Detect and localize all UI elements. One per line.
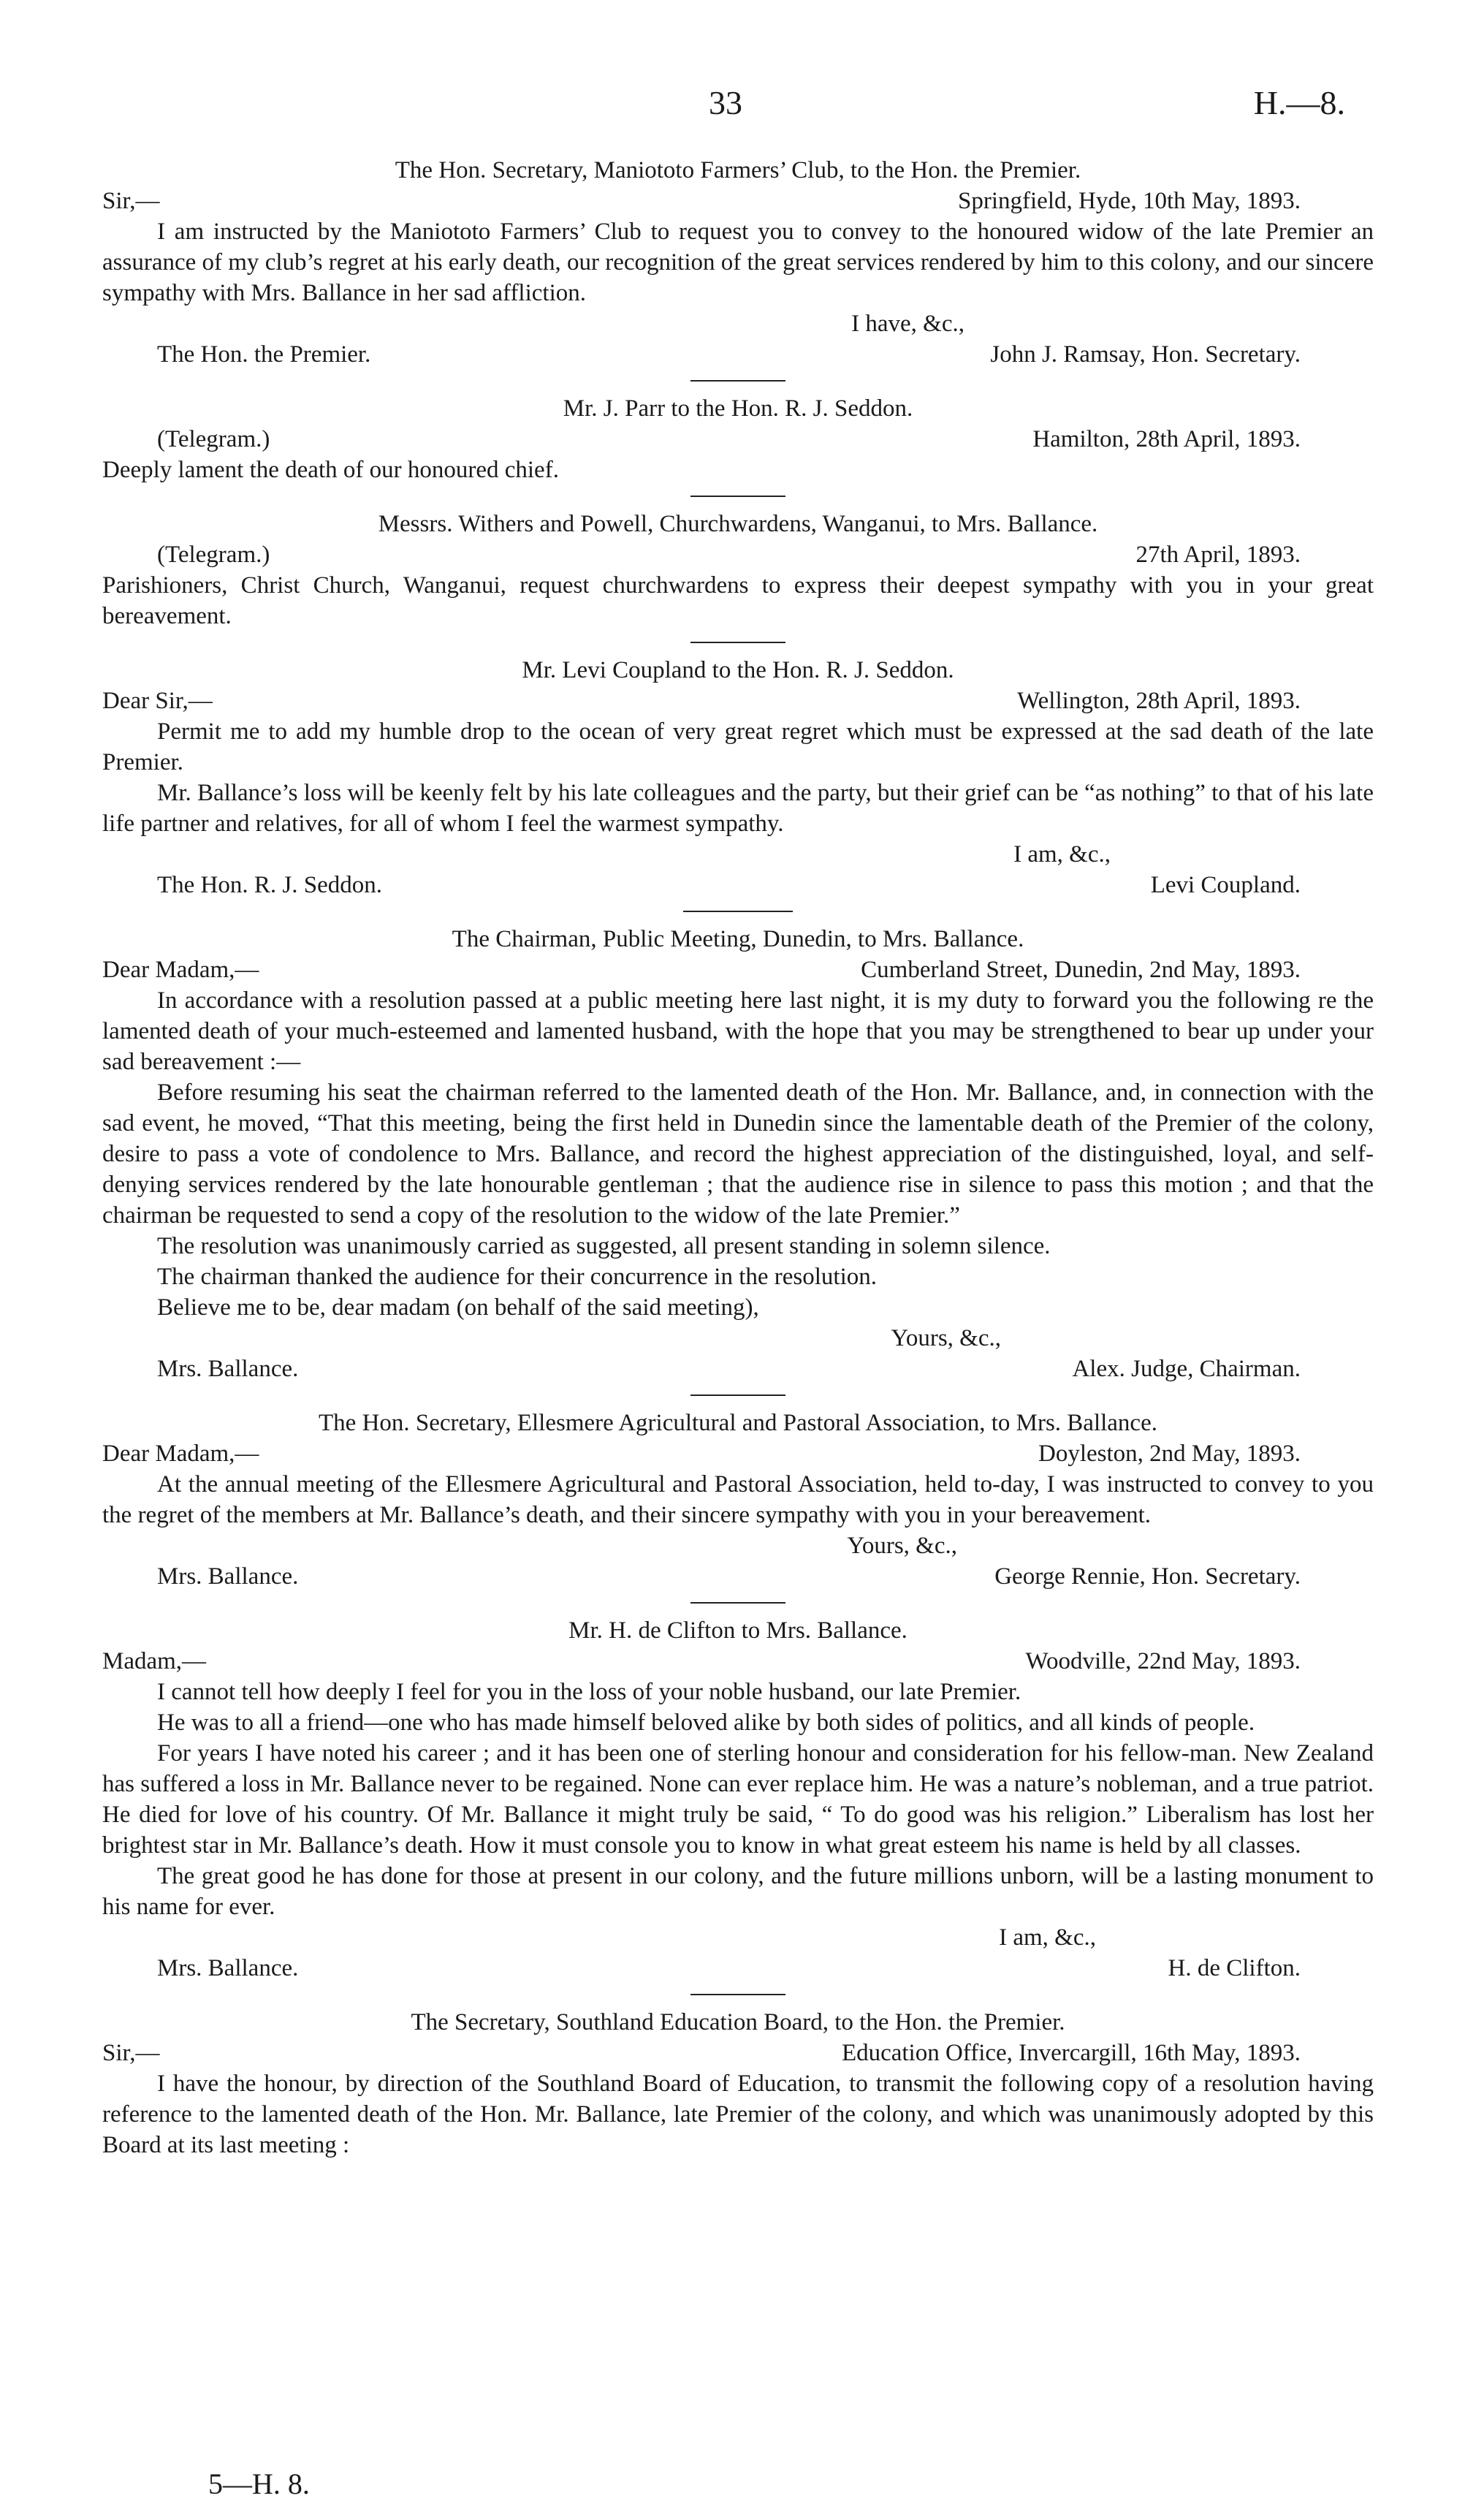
salutation: Dear Sir,— (102, 688, 213, 714)
address-date: Doyleston, 2nd May, 1893. (1038, 1441, 1301, 1467)
signature: George Rennie, Hon. Secretary. (994, 1563, 1301, 1590)
signature: H. de Clifton. (1168, 1955, 1301, 1981)
salutation: Sir,— (102, 188, 160, 214)
separator-rule (690, 1394, 785, 1396)
separator-rule (690, 1994, 785, 1995)
telegram-label: (Telegram.) (157, 542, 270, 568)
separator-rule (690, 496, 785, 497)
telegram-label: (Telegram.) (157, 426, 270, 452)
closing: I am, &c., (999, 1924, 1096, 1951)
letter-paragraph: Before resuming his seat the chairman referred to the lamented death of the Hon. Mr. Ballance, and, in connection with the sad event, he moved, “That this meeting, being the first held in Dunedin since the lamentable death of the Premier of the colony, desire to pass a vote of condolence to Mrs. Ballance, and record the highest appreciation of the distinguished, loyal, and self-denying services rendered by the late honourable gentleman ; that the audience rise in silence to pass this motion ; and that the chairman be requested to send a copy of the resolution to the widow of the late Premier.” (102, 1079, 1374, 1229)
letter-maniototo (102, 155, 1374, 370)
letter-withers-powell (102, 509, 1374, 631)
closing: I am, &c., (1013, 841, 1111, 868)
recipient: The Hon. the Premier. (157, 341, 371, 368)
signature-mark: 5—H. 8. (208, 2467, 310, 2500)
address-date: 27th April, 1893. (1135, 542, 1301, 568)
letter-title: The Hon. Secretary, Ellesmere Agricultural and Pastoral Association, to Mrs. Ballance. (319, 1410, 1157, 1436)
closing: I have, &c., (851, 311, 964, 337)
letter-body: I am instructed by the Maniototo Farmers’ Club to request you to convey to the honoured widow of the late Premier an assurance of my club’s regret at his early death, our recognition of the great services rendered by him to this colony, and our sincere sympathy with Mrs. Ballance in her sad affliction. (102, 219, 1374, 306)
letter-paragraph: In accordance with a resolution passed at a public meeting here last night, it is my duty to forward you the following re the lamented death of your much-esteemed and lamented husband, with the hope that you may be strengthened to bear up under your sad bereavement :— (102, 987, 1374, 1075)
letter-title: Messrs. Withers and Powell, Churchwardens, Wanganui, to Mrs. Ballance. (378, 511, 1098, 537)
recipient: Mrs. Ballance. (157, 1356, 299, 1382)
letter-paragraph: Mr. Ballance’s loss will be keenly felt by his late colleagues and the party, but their grief can be “as nothing” to that of his late life partner and relatives, for all of whom I feel the warmest sympathy. (102, 780, 1374, 837)
closing: Yours, &c., (847, 1533, 957, 1559)
salutation: Madam,— (102, 1648, 207, 1674)
salutation: Dear Madam,— (102, 957, 259, 983)
separator-rule (683, 911, 793, 912)
letter-body: At the annual meeting of the Ellesmere Agricultural and Pastoral Association, held to-day, I was instructed to convey to you the regret of the members at Mr. Ballance’s death, and their sincere sympathy with you in your bereavement. (102, 1471, 1374, 1528)
page-header (0, 84, 1484, 132)
address-date: Hamilton, 28th April, 1893. (1032, 426, 1301, 452)
letter-parr (102, 393, 1374, 485)
letter-paragraph: I cannot tell how deeply I feel for you in the loss of your noble husband, our late Premier. (157, 1679, 1021, 1705)
address-date: Wellington, 28th April, 1893. (1017, 688, 1301, 714)
letter-body: Deeply lament the death of our honoured chief. (102, 457, 559, 483)
separator-rule (690, 380, 785, 382)
recipient: The Hon. R. J. Seddon. (157, 872, 382, 898)
separator-rule (690, 642, 785, 643)
recipient: Mrs. Ballance. (157, 1955, 299, 1981)
closing: Yours, &c., (891, 1325, 1001, 1351)
letter-southland-board (102, 2007, 1374, 2160)
letter-title: Mr. H. de Clifton to Mrs. Ballance. (568, 1617, 907, 1644)
page-code: H.—8. (1253, 84, 1345, 121)
letter-ellesmere (102, 1408, 1374, 1592)
letter-body: I have the honour, by direction of the Southland Board of Education, to transmit the following copy of a resolution having reference to the lamented death of the Hon. Mr. Ballance, late Premier of the colony, and which was unanimously adopted by this Board at its last meeting : (102, 2071, 1374, 2158)
letter-de-clifton (102, 1615, 1374, 1984)
letter-paragraph: The chairman thanked the audience for their concurrence in the resolution. (157, 1264, 877, 1290)
address-date: Cumberland Street, Dunedin, 2nd May, 1893. (861, 957, 1301, 983)
letter-body: Parishioners, Christ Church, Wanganui, request churchwardens to express their deepest sympathy with you in your great bereavement. (102, 572, 1374, 629)
letter-paragraph: The resolution was unanimously carried as suggested, all present standing in solemn silence. (157, 1233, 1051, 1259)
salutation: Sir,— (102, 2040, 160, 2066)
letter-dunedin-meeting (102, 924, 1374, 1384)
address-date: Education Office, Invercargill, 16th May, 1893. (841, 2040, 1301, 2066)
page-number: 33 (709, 84, 742, 121)
address-date: Woodville, 22nd May, 1893. (1025, 1648, 1301, 1674)
letter-title: The Hon. Secretary, Maniototo Farmers’ Club, to the Hon. the Premier. (395, 157, 1081, 183)
letter-paragraph: Believe me to be, dear madam (on behalf of the said meeting), (157, 1294, 759, 1321)
letter-paragraph: Permit me to add my humble drop to the ocean of very great regret which must be expressed at the sad death of the late Premier. (102, 718, 1374, 775)
letter-coupland (102, 655, 1374, 900)
letter-paragraph: The great good he has done for those at present in our colony, and the future millions unborn, will be a lasting monument to his name for ever. (102, 1863, 1374, 1920)
signature: Alex. Judge, Chairman. (1072, 1356, 1301, 1382)
recipient: Mrs. Ballance. (157, 1563, 299, 1590)
salutation: Dear Madam,— (102, 1441, 259, 1467)
separator-rule (690, 1602, 785, 1604)
page-body (102, 155, 1374, 2160)
address-date: Springfield, Hyde, 10th May, 1893. (958, 188, 1301, 214)
signature: John J. Ramsay, Hon. Secretary. (990, 341, 1301, 368)
letter-title: The Secretary, Southland Education Board, to the Hon. the Premier. (411, 2009, 1065, 2035)
letter-title: The Chairman, Public Meeting, Dunedin, to Mrs. Ballance. (452, 926, 1024, 952)
letter-paragraph: For years I have noted his career ; and it has been one of sterling honour and consideration for his fellow-man. New Zealand has suffered a loss in Mr. Ballance never to be regained. None can ever replace him. He was a nature’s nobleman, and a true patriot. He died for love of his country. Of Mr. Ballance it might truly be said, “ To do good was his religion.” Liberalism has lost her brightest star in Mr. Ballance’s death. How it must console you to know in what great esteem his name is held by all classes. (102, 1740, 1374, 1859)
signature: Levi Coupland. (1150, 872, 1301, 898)
letter-title: Mr. J. Parr to the Hon. R. J. Seddon. (563, 395, 913, 422)
letter-paragraph: He was to all a friend—one who has made himself beloved alike by both sides of politics, and all kinds of people. (157, 1710, 1255, 1736)
letter-title: Mr. Levi Coupland to the Hon. R. J. Seddon. (522, 657, 954, 683)
